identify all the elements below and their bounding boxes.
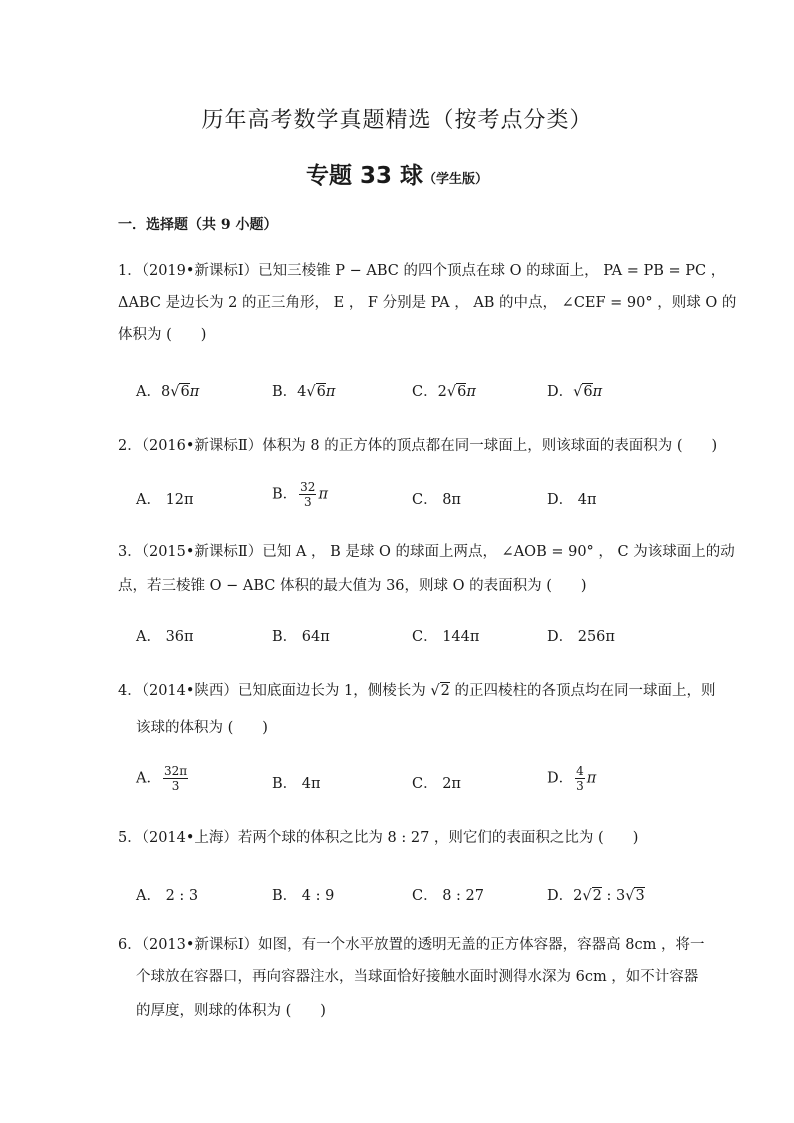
q3-option-a: A． 36π [136,629,194,645]
q1-option-a: A．8√6π [136,384,200,400]
q2-option-b: B． $\frac{32}{3}$ π [272,480,328,509]
q2-option-a: A． 12π [136,492,194,508]
q1-option-b: B．4√6π [272,384,336,400]
q2-option-c: C． 8π [412,492,461,508]
q6-line1: 6．（2013•新课标Ⅰ）如图，有一个水平放置的透明无盖的正方体容器，容器高 8cm ，将一 [118,937,705,953]
q1-option-d: D．√6π [547,384,603,400]
q1-option-c: C．2√6π [412,384,476,400]
q3-option-d: D． 256π [547,629,615,645]
q2-line1: 2．（2016•新课标Ⅱ）体积为 8 的正方体的顶点都在同一球面上，则该球面的表面积为 ( ) [118,438,718,454]
q5-option-d: D．2√2 : 3√3 [547,888,645,904]
q4-option-c: C． 2π [412,776,461,792]
q5-option-a: A． 2 : 3 [136,888,199,904]
q6-line2: 个球放在容器口，再向容器注水，当球面恰好接触水面时测得水深为 6cm ，如不计容器 [136,969,699,985]
q3-option-c: C． 144π [412,629,480,645]
q5-option-c: C． 8 : 27 [412,888,484,904]
q4-line1: 4．（2014•陕西）已知底面边长为 1，侧棱长为 √2 的正四棱柱的各顶点均在同一球面上，则 [118,683,716,699]
q4-line2: 该球的体积为 ( ) [136,720,268,736]
q1-line2: ΔABC 是边长为 2 的正三角形， E ， F 分别是 PA ， AB 的中点， ∠CEF = 90° ，则球 O 的 [118,295,737,311]
topic-heading [0,157,794,190]
q4-option-d: D． $\frac{4}{3}$ π [547,764,597,793]
q5-line1: 5．（2014•上海）若两个球的体积之比为 8 : 27 ，则它们的表面积之比为 ( ) [118,830,639,846]
q3-option-b: B． 64π [272,629,330,645]
q1-line3: 体积为 ( ) [118,327,207,343]
q5-option-b: B． 4 : 9 [272,888,335,904]
q2-option-d: D． 4π [547,492,597,508]
q3-line1: 3．（2015•新课标Ⅱ）已知 A ， B 是球 O 的球面上两点， ∠AOB = 90° ， C 为该球面上的动 [118,544,735,560]
q3-line2: 点，若三棱锥 O − ABC 体积的最大值为 36，则球 O 的表面积为 ( ) [118,578,587,594]
topic-heading-main: 专题 33 球 [305,163,423,189]
page-title: 历年高考数学真题精选（按考点分类） [201,108,593,133]
q6-line3: 的厚度，则球的体积为 ( ) [136,1003,326,1019]
q1-line1: 1．（2019•新课标Ⅰ）已知三棱锥 P − ABC 的四个顶点在球 O 的球面上， PA = PB = PC ， [118,263,726,279]
section-heading: 一．选择题（共 9 小题） [118,217,278,233]
q4-option-a: A． $\frac{32\pi}{3}$ [136,764,188,793]
topic-heading-tag: （学生版） [423,172,489,187]
q4-option-b: B． 4π [272,776,321,792]
